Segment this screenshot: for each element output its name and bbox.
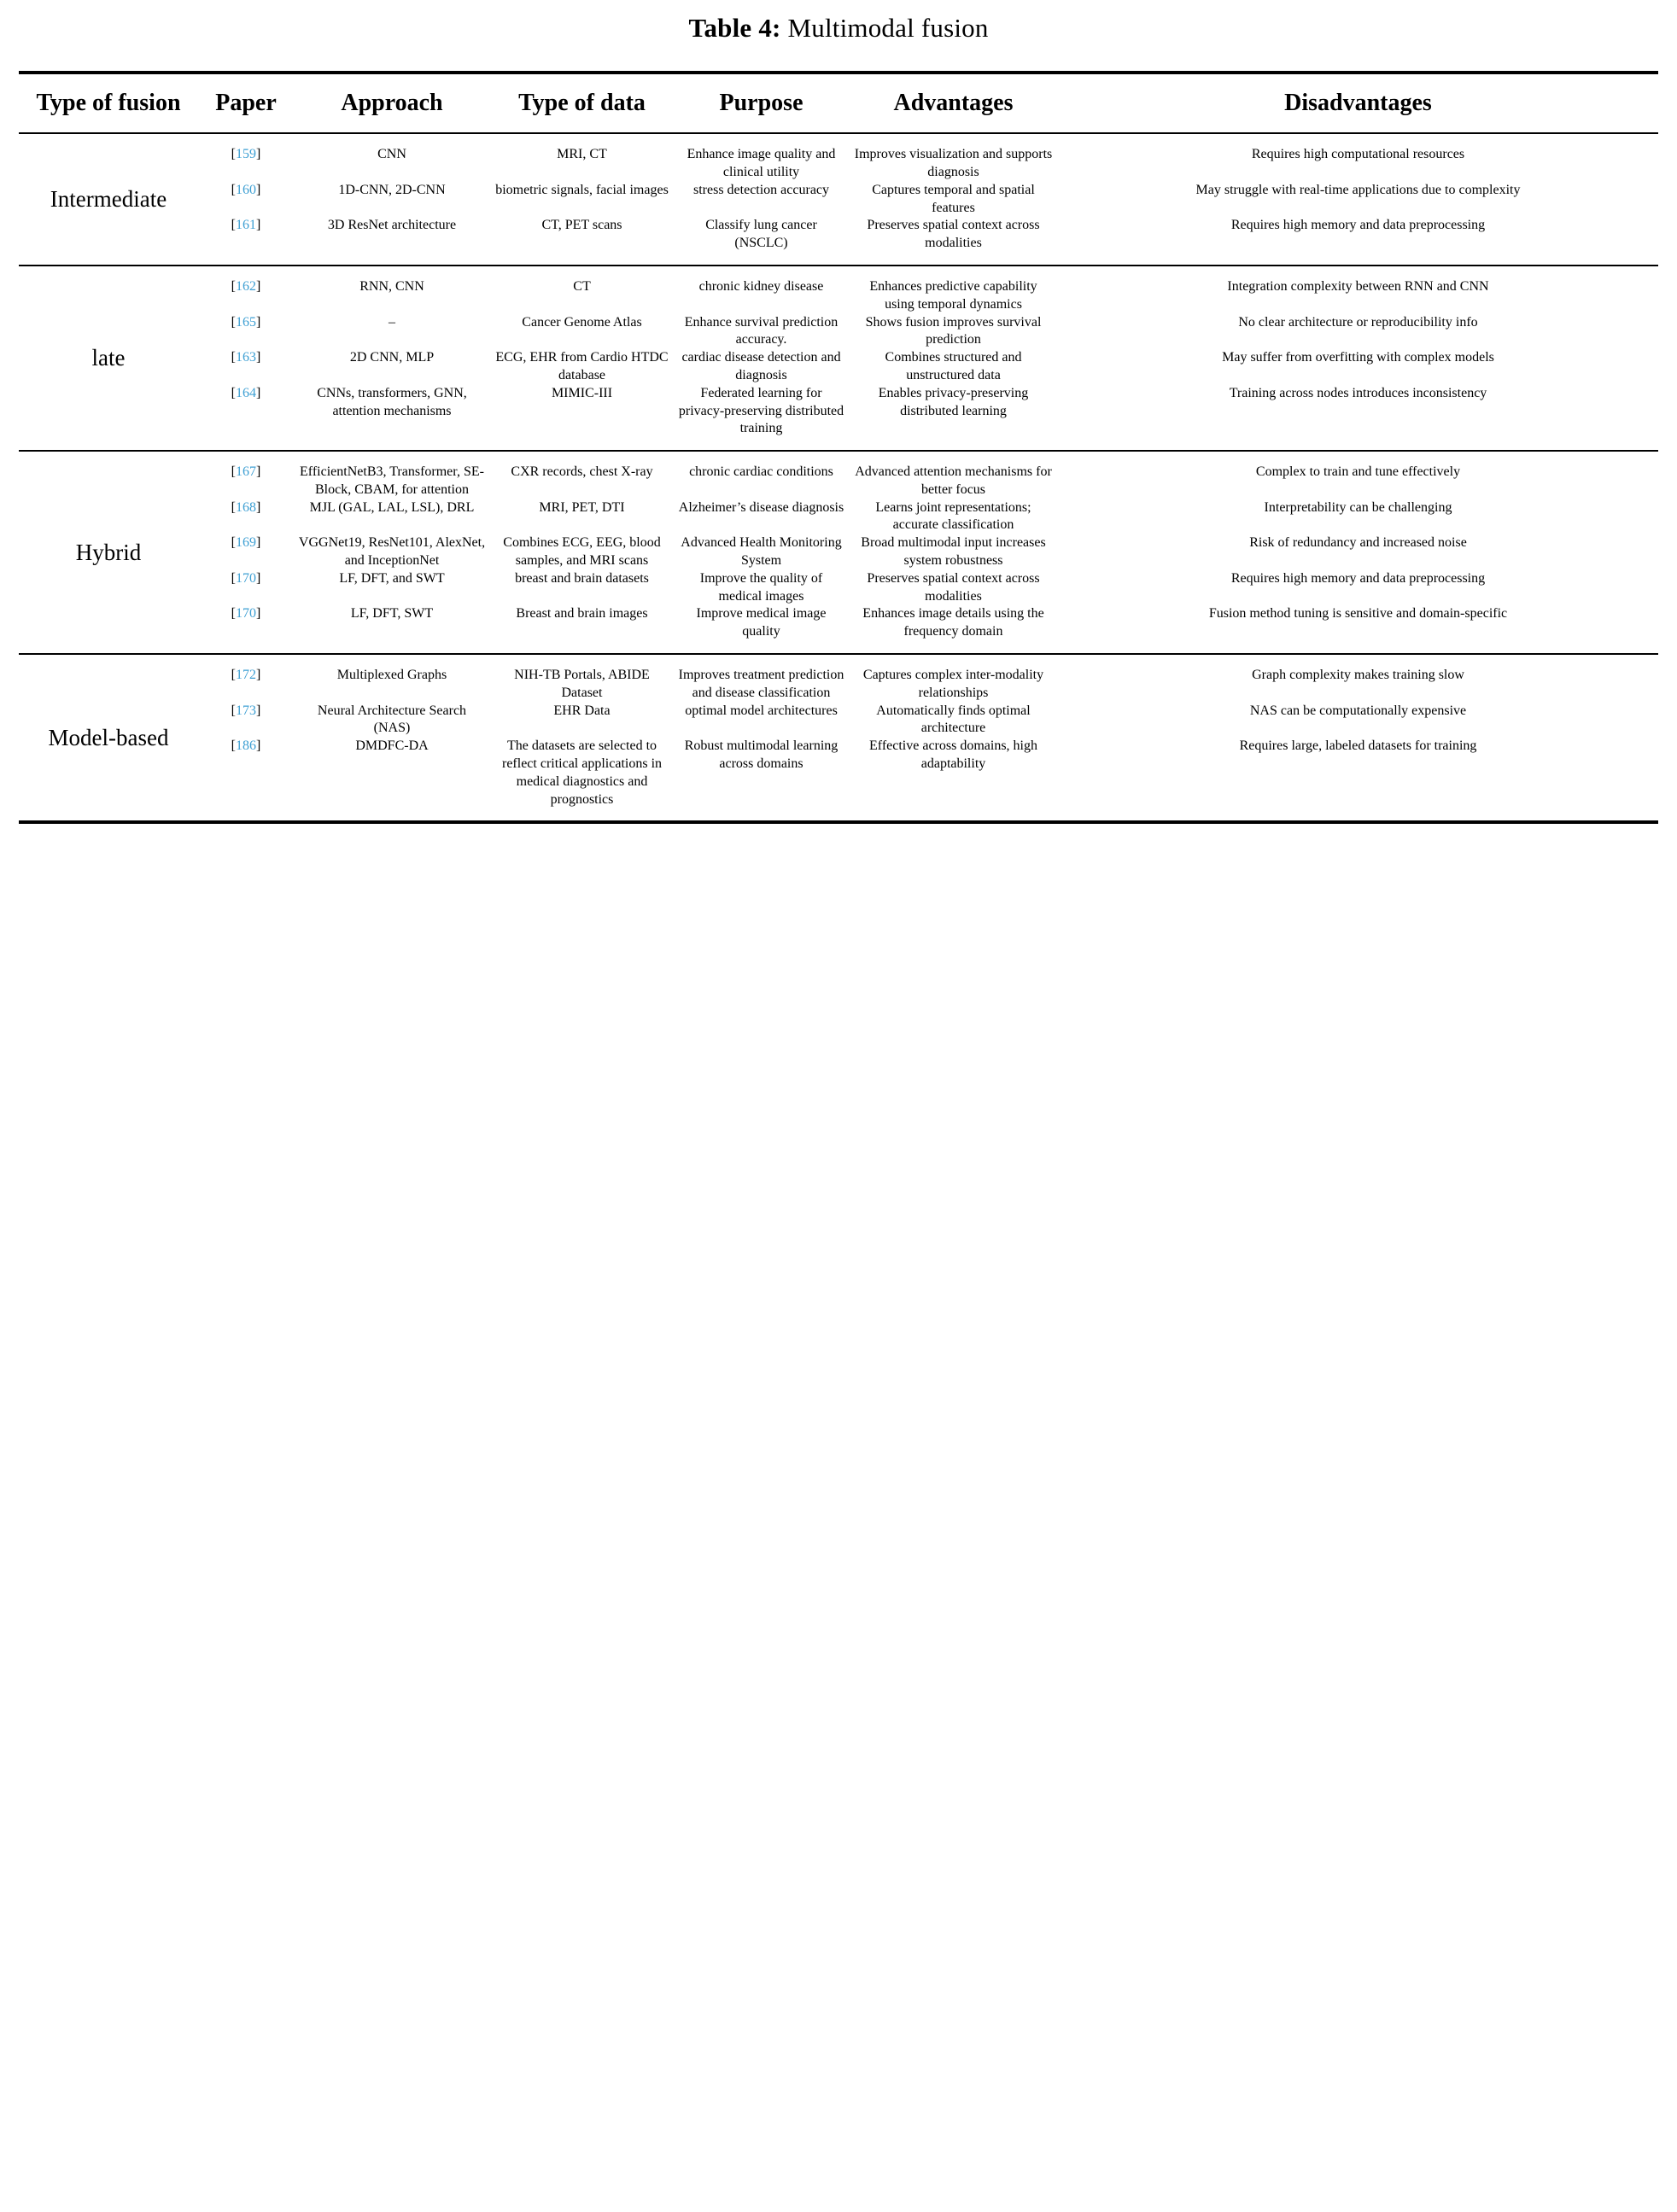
cell-type-of-data: The datasets are selected to reflect critical applications in medical diagnostics and prognostics <box>501 738 663 807</box>
cell-paper <box>198 349 294 385</box>
fusion-type-label: late <box>91 345 126 371</box>
table-caption <box>19 0 1658 71</box>
cell-type-of-data: NIH-TB Portals, ABIDE Dataset <box>514 668 650 700</box>
cell-advantages: Captures complex inter-modality relationships <box>862 668 1044 700</box>
cell-disadvantages: Requires large, labeled datasets for training <box>1239 738 1477 754</box>
cell-paper <box>198 217 294 253</box>
cell-disadvantages: Integration complexity between RNN and CNN <box>1227 278 1489 294</box>
cell-advantages: Learns joint representations; accurate classification <box>875 499 1031 533</box>
fusion-type-label: Model-based <box>48 724 169 750</box>
reference-number: 162 <box>236 278 256 294</box>
cell-paper <box>198 278 294 314</box>
cell-approach: LF, DFT, and SWT <box>339 570 445 586</box>
reference-link[interactable]: [162] <box>231 278 261 294</box>
cell-advantages: Preserves spatial context across modalities <box>867 570 1040 604</box>
cell-approach: 3D ResNet architecture <box>327 218 457 233</box>
table-row <box>198 146 1658 182</box>
reference-number: 160 <box>236 182 256 197</box>
cell-approach: RNN, CNN <box>359 278 424 294</box>
cell-advantages: Enhances image details using the frequency domain <box>862 606 1044 639</box>
reference-number: 168 <box>236 499 256 515</box>
cell-paper <box>198 182 294 218</box>
cell-disadvantages: Risk of redundancy and increased noise <box>1249 535 1467 551</box>
cell-purpose: Improves treatment prediction and disease classification <box>678 668 844 700</box>
fusion-type-cell <box>19 278 198 438</box>
cell-approach: – <box>389 314 395 330</box>
table-row <box>198 278 1658 314</box>
cell-disadvantages: Requires high computational resources <box>1251 147 1465 162</box>
reference-number: 170 <box>236 606 256 622</box>
table-row <box>198 217 1658 253</box>
reference-link[interactable]: [164] <box>231 385 261 400</box>
cell-paper <box>198 738 294 808</box>
fusion-type-label: Intermediate <box>50 186 167 213</box>
cell-advantages: Captures temporal and spatial features <box>872 182 1035 215</box>
cell-type-of-data: Breast and brain images <box>516 606 648 622</box>
cell-approach: DMDFC-DA <box>355 738 429 754</box>
cell-type-of-data: Cancer Genome Atlas <box>522 314 642 330</box>
reference-link[interactable]: [165] <box>231 314 261 330</box>
cell-purpose: chronic cardiac conditions <box>689 464 833 480</box>
cell-approach: LF, DFT, SWT <box>350 606 434 622</box>
reference-number: 172 <box>236 668 256 683</box>
reference-number: 161 <box>236 218 256 233</box>
cell-paper <box>198 703 294 738</box>
cell-advantages: Broad multimodal input increases system robustness <box>861 535 1046 569</box>
reference-number: 163 <box>236 350 256 365</box>
reference-number: 167 <box>236 464 256 480</box>
fusion-section-rows <box>198 146 1658 253</box>
column-header-approach: Approach <box>341 89 443 116</box>
cell-paper <box>198 499 294 535</box>
reference-link[interactable]: [161] <box>231 218 261 233</box>
cell-type-of-data: EHR Data <box>553 703 611 718</box>
cell-disadvantages: May struggle with real-time applications due to complexity <box>1195 182 1521 197</box>
table-row <box>198 464 1658 499</box>
cell-paper <box>198 385 294 438</box>
column-header-type-of-data: Type of data <box>518 89 646 116</box>
cell-disadvantages: May suffer from overfitting with complex models <box>1222 350 1494 365</box>
table-row <box>198 570 1658 606</box>
reference-number: 186 <box>236 738 256 754</box>
cell-approach: 1D-CNN, 2D-CNN <box>338 182 446 197</box>
cell-approach: CNN <box>377 147 406 162</box>
cell-approach: 2D CNN, MLP <box>349 350 435 365</box>
table-header-row <box>19 74 1658 132</box>
reference-link[interactable]: [172] <box>231 668 261 683</box>
reference-link[interactable]: [170] <box>231 606 261 622</box>
cell-disadvantages: Training across nodes introduces inconsistency <box>1229 385 1487 400</box>
cell-paper <box>198 534 294 570</box>
table-row <box>198 499 1658 535</box>
reference-link[interactable]: [167] <box>231 464 261 480</box>
fusion-section-rows <box>198 464 1658 641</box>
cell-advantages: Enables privacy-preserving distributed learning <box>878 385 1029 418</box>
cell-purpose: Federated learning for privacy-preserving distributed training <box>678 385 844 436</box>
cell-paper <box>198 464 294 499</box>
cell-approach: Multiplexed Graphs <box>336 668 447 683</box>
table-row <box>198 534 1658 570</box>
cell-purpose: Improve the quality of medical images <box>699 570 823 604</box>
cell-purpose: stress detection accuracy <box>692 182 830 197</box>
cell-type-of-data: breast and brain datasets <box>515 570 649 586</box>
cell-approach: Neural Architecture Search (NAS) <box>317 703 467 736</box>
cell-advantages: Effective across domains, high adaptability <box>869 738 1037 772</box>
fusion-section <box>19 266 1658 450</box>
column-header-disadvantages: Disadvantages <box>1284 89 1432 116</box>
cell-purpose: Improve medical image quality <box>696 606 827 639</box>
fusion-section-rows <box>198 667 1658 808</box>
cell-purpose: Classify lung cancer (NSCLC) <box>705 218 817 251</box>
reference-number: 165 <box>236 314 256 330</box>
fusion-type-cell <box>19 464 198 641</box>
column-header-paper: Paper <box>215 89 277 116</box>
cell-advantages: Improves visualization and supports diagnosis <box>854 147 1053 179</box>
cell-purpose: cardiac disease detection and diagnosis <box>681 350 841 382</box>
cell-type-of-data: CXR records, chest X-ray <box>511 464 653 480</box>
table-row <box>198 182 1658 218</box>
fusion-section-rows <box>198 278 1658 438</box>
reference-link[interactable]: [169] <box>231 535 261 551</box>
reference-number: 169 <box>236 535 256 551</box>
table-page <box>0 0 1677 824</box>
table-row <box>198 703 1658 738</box>
cell-disadvantages: Fusion method tuning is sensitive and domain-specific <box>1208 606 1508 622</box>
fusion-section <box>19 655 1658 820</box>
table-row <box>198 738 1658 808</box>
table-row <box>198 385 1658 438</box>
cell-paper <box>198 605 294 641</box>
cell-type-of-data: MRI, PET, DTI <box>539 499 625 515</box>
fusion-type-label: Hybrid <box>75 539 142 565</box>
cell-type-of-data: MRI, CT <box>557 147 607 162</box>
cell-paper <box>198 314 294 350</box>
column-header-purpose: Purpose <box>719 89 803 116</box>
cell-purpose: Alzheimer’s disease diagnosis <box>678 499 844 515</box>
reference-link[interactable]: [168] <box>231 499 261 515</box>
cell-approach: MJL (GAL, LAL, LSL), DRL <box>309 499 475 515</box>
cell-advantages: Shows fusion improves survival prediction <box>865 314 1042 347</box>
cell-advantages: Automatically finds optimal architecture <box>876 703 1031 736</box>
reference-link[interactable]: [173] <box>231 703 261 718</box>
reference-number: 164 <box>236 385 256 400</box>
cell-disadvantages: No clear architecture or reproducibility info <box>1238 314 1478 330</box>
cell-purpose: Advanced Health Monitoring System <box>681 535 842 569</box>
cell-disadvantages: Graph complexity makes training slow <box>1252 668 1464 683</box>
fusion-type-cell <box>19 146 198 253</box>
cell-paper <box>198 146 294 182</box>
cell-disadvantages: Requires high memory and data preprocessing <box>1230 570 1486 586</box>
column-header-advantages: Advantages <box>893 89 1014 116</box>
table-row <box>198 349 1658 385</box>
cell-disadvantages: Requires high memory and data preprocessing <box>1230 218 1486 233</box>
table-row <box>198 667 1658 703</box>
table-bottom-rule <box>19 820 1658 824</box>
table-row <box>198 605 1658 641</box>
cell-type-of-data: CT, PET scans <box>541 218 622 233</box>
cell-advantages: Advanced attention mechanisms for better focus <box>855 464 1052 497</box>
table-caption-label: Table 4: <box>688 13 781 43</box>
cell-disadvantages: Complex to train and tune effectively <box>1255 464 1461 480</box>
multimodal-fusion-table <box>19 71 1658 825</box>
reference-link[interactable]: [159] <box>231 147 261 162</box>
table-caption-text: Multimodal fusion <box>780 13 989 43</box>
reference-number: 159 <box>236 147 256 162</box>
table-row <box>198 314 1658 350</box>
cell-advantages: Preserves spatial context across modalities <box>867 218 1040 251</box>
reference-link[interactable]: [160] <box>231 182 261 197</box>
reference-link[interactable]: [163] <box>231 350 261 365</box>
cell-type-of-data: CT <box>573 278 591 294</box>
fusion-section <box>19 134 1658 265</box>
cell-paper <box>198 667 294 703</box>
cell-approach: CNNs, transformers, GNN, attention mechanisms <box>317 385 467 418</box>
reference-link[interactable]: [170] <box>231 570 261 586</box>
cell-purpose: Enhance image quality and clinical utility <box>687 147 836 179</box>
cell-purpose: chronic kidney disease <box>698 278 824 294</box>
cell-advantages: Enhances predictive capability using temporal dynamics <box>869 278 1037 312</box>
cell-advantages: Combines structured and unstructured data <box>885 350 1022 382</box>
reference-number: 170 <box>236 570 256 586</box>
cell-paper <box>198 570 294 606</box>
reference-link[interactable]: [186] <box>231 738 261 754</box>
fusion-section <box>19 452 1658 653</box>
cell-disadvantages: NAS can be computationally expensive <box>1249 703 1467 718</box>
reference-number: 173 <box>236 703 256 718</box>
cell-type-of-data: biometric signals, facial images <box>495 182 669 197</box>
cell-type-of-data: Combines ECG, EEG, blood samples, and MRI scans <box>503 535 661 569</box>
cell-approach: EfficientNetB3, Transformer, SE-Block, CBAM, for attention <box>300 464 484 497</box>
fusion-type-cell <box>19 667 198 808</box>
cell-disadvantages: Interpretability can be challenging <box>1264 499 1452 515</box>
cell-purpose: Robust multimodal learning across domains <box>684 738 838 772</box>
cell-type-of-data: MIMIC-III <box>551 385 613 400</box>
cell-approach: VGGNet19, ResNet101, AlexNet, and InceptionNet <box>298 535 486 569</box>
table-body <box>19 134 1658 820</box>
cell-purpose: optimal model architectures <box>685 703 838 718</box>
column-header-type-of-fusion: Type of fusion <box>36 89 181 116</box>
cell-type-of-data: ECG, EHR from Cardio HTDC database <box>495 350 669 382</box>
cell-purpose: Enhance survival prediction accuracy. <box>684 314 838 347</box>
